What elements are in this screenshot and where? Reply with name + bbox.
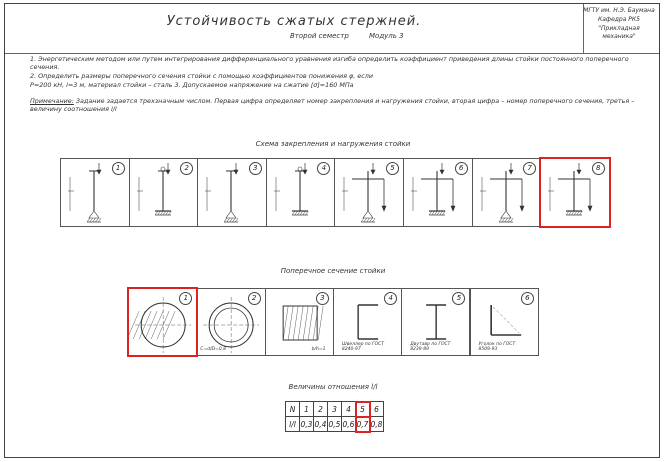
ratio-row-values-label: l/l — [286, 417, 300, 432]
ratio-row-values — [286, 417, 384, 432]
note-text: Задание задается трехзначным числом. Первая цифра определяет номер закрепления и нагружения стойки, вторая цифра – номер поперечного сечения, третья – величину соотношения l/l — [30, 97, 635, 113]
ratio-title: Величины отношения l/l — [288, 383, 378, 391]
scheme-number-7: 7 — [523, 162, 536, 175]
section-number-4: 4 — [384, 292, 397, 305]
ratio-n-5[interactable]: 5 — [356, 402, 370, 417]
task-note — [30, 98, 640, 113]
section-number-3: 3 — [316, 292, 329, 305]
ratio-n-2[interactable]: 2 — [314, 402, 328, 417]
module-label: Модуль 3 — [369, 32, 404, 40]
scheme-cell-5[interactable] — [334, 158, 404, 227]
section-number-2: 2 — [248, 292, 261, 305]
section-caption-4: Швеллер по ГОСТ 8240-97 — [341, 342, 384, 352]
semester-label: Второй семестр — [290, 32, 349, 40]
section-cell-2[interactable] — [196, 288, 265, 356]
section-number-5: 5 — [452, 292, 465, 305]
ratio-value-3[interactable]: 0,5 — [328, 417, 342, 432]
scheme-cell-3[interactable] — [197, 158, 267, 227]
scheme-cell-1[interactable] — [60, 158, 130, 227]
scheme-cell-4[interactable] — [266, 158, 336, 227]
institute-line-3: "Прикладная механика" — [598, 25, 640, 40]
schemes-title: Схема закрепления и нагружения стойки — [255, 140, 411, 148]
scheme-number-4: 4 — [317, 162, 330, 175]
note-label: Примечание: — [30, 97, 74, 105]
sections-title: Поперечное сечение стойки — [280, 267, 386, 275]
scheme-cell-2[interactable] — [129, 158, 199, 227]
institute-line-2: Кафедра РК5 — [598, 16, 640, 23]
section-caption-5: Двутавр по ГОСТ 8239-89 — [410, 342, 451, 352]
scheme-number-3: 3 — [249, 162, 262, 175]
section-cell-5[interactable] — [401, 288, 470, 356]
ratio-value-5[interactable]: 0,7 — [356, 417, 370, 432]
ratio-n-1[interactable]: 1 — [300, 402, 314, 417]
section-caption-3: b/h=1 — [311, 347, 326, 352]
scheme-number-5: 5 — [386, 162, 399, 175]
scheme-cell-6[interactable] — [403, 158, 473, 227]
scheme-number-8: 8 — [592, 162, 605, 175]
scheme-number-6: 6 — [455, 162, 468, 175]
section-cell-6[interactable] — [470, 288, 539, 356]
section-cell-1[interactable] — [128, 288, 197, 356]
institute-line-1: МГТУ им. Н.Э. Баумана — [583, 7, 655, 14]
ratio-row-n-label: N — [286, 402, 300, 417]
scheme-cell-7[interactable] — [472, 158, 542, 227]
ratio-n-3[interactable]: 3 — [328, 402, 342, 417]
page-title: Устойчивость сжатых стержней. — [166, 14, 422, 29]
ratio-n-4[interactable]: 4 — [342, 402, 356, 417]
ratio-value-2[interactable]: 0,4 — [314, 417, 328, 432]
section-caption-6: Уголок по ГОСТ 8509-93 — [478, 342, 516, 352]
ratio-value-4[interactable]: 0,6 — [342, 417, 356, 432]
section-cell-3[interactable] — [265, 288, 334, 356]
scheme-number-1: 1 — [112, 162, 125, 175]
scheme-number-2: 2 — [180, 162, 193, 175]
section-number-6: 6 — [521, 292, 534, 305]
section-cell-4[interactable] — [333, 288, 402, 356]
task-parameters: P=200 кН, l=3 м, материал стойки – сталь 3. Допускаемое напряжение на сжатие [σ]=160 МПа — [30, 81, 354, 89]
scheme-cell-8[interactable] — [540, 158, 610, 227]
section-number-1: 1 — [179, 292, 192, 305]
ratio-row-n — [286, 402, 384, 417]
ratio-table — [285, 401, 384, 432]
ratio-value-6[interactable]: 0,8 — [370, 417, 384, 432]
task-item-1: 1. Энергетическим методом или путем интегрирования дифференциального уравнения изгиба определить коэффициент приведения длины стойки постоянного поперечного сечения. — [30, 55, 629, 71]
ratio-n-6[interactable]: 6 — [370, 402, 384, 417]
ratio-value-1[interactable]: 0,3 — [300, 417, 314, 432]
header-separator — [5, 53, 659, 54]
section-caption-2: C=d/D=0,8 — [200, 347, 226, 352]
task-item-2: 2. Определить размеры поперечного сечения стойки с помощью коэффициентов понижения φ, если — [30, 72, 373, 80]
